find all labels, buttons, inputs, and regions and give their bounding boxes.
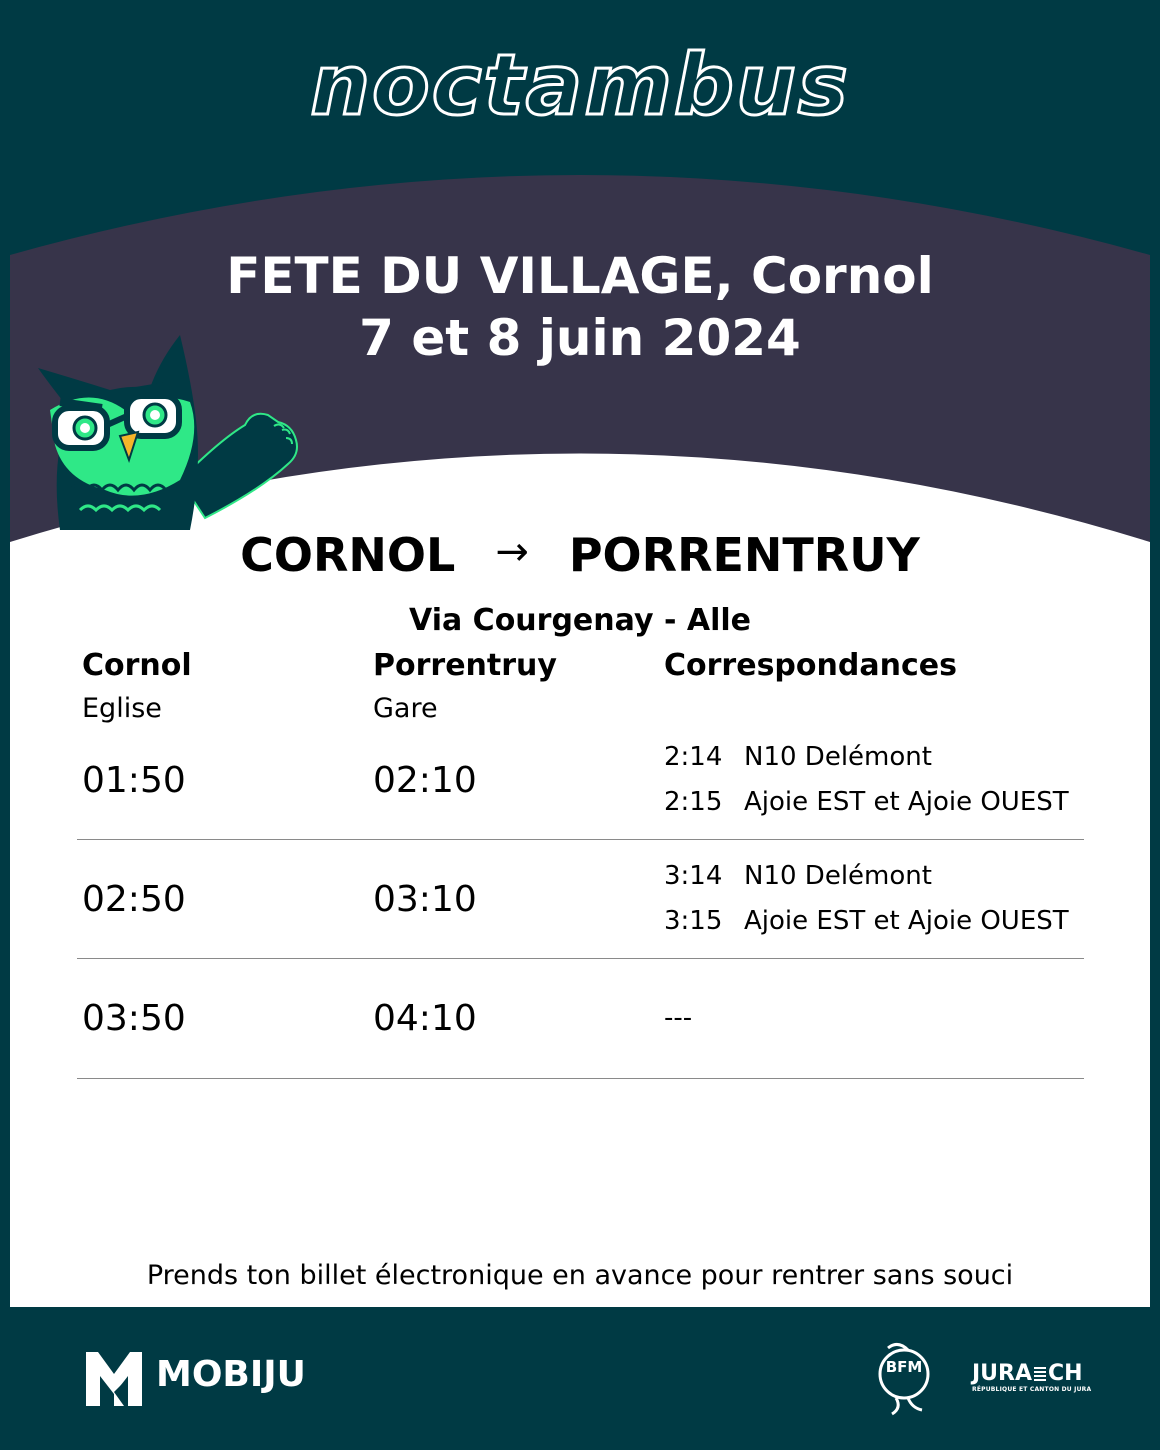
jura-name: JURA — [972, 1361, 1033, 1386]
arrival-time: 02:10 — [373, 760, 477, 801]
connection-item — [664, 906, 1069, 936]
route-via: Via Courgenay - Alle — [409, 603, 751, 638]
bfm-text: BFM — [885, 1358, 923, 1376]
jura-ch: CH — [1048, 1361, 1083, 1386]
column-subheader-origin: Eglise — [82, 693, 162, 724]
column-header-connections: Correspondances — [664, 648, 957, 683]
connection-line: N10 Delémont — [744, 861, 932, 891]
ticket-note: Prends ton billet électronique en avance pour rentrer sans souci — [146, 1260, 1014, 1291]
route-origin: CORNOL — [240, 528, 456, 582]
bfm-seal-icon — [874, 1340, 936, 1416]
jura-flag-icon — [1034, 1367, 1046, 1381]
connection-time: 2:14 — [664, 742, 723, 772]
connection-time: 3:15 — [664, 906, 723, 936]
departure-time: 02:50 — [82, 879, 186, 920]
jura-wordmark — [972, 1362, 1091, 1386]
no-connection: --- — [664, 1003, 693, 1033]
mobiju-wordmark: MOBIJU — [156, 1354, 306, 1395]
route-destination: PORRENTRUY — [568, 528, 920, 582]
connection-item — [664, 861, 932, 891]
departure-time: 01:50 — [82, 760, 186, 801]
jura-subtitle: RÉPUBLIQUE ET CANTON DU JURA — [972, 1386, 1092, 1393]
column-header-origin: Cornol — [82, 648, 192, 683]
event-name: FETE DU VILLAGE, Cornol — [226, 247, 934, 305]
connection-time: 2:15 — [664, 787, 723, 817]
departure-time: 03:50 — [82, 998, 186, 1039]
route-heading — [0, 528, 1160, 582]
logo-text: noctambus — [310, 36, 850, 134]
connection-item — [664, 787, 1069, 817]
mobiju-m-icon — [84, 1348, 144, 1408]
arrival-time: 04:10 — [373, 998, 477, 1039]
arrow-right-icon: → — [495, 529, 529, 575]
connection-time: 3:14 — [664, 861, 723, 891]
event-dates: 7 et 8 juin 2024 — [359, 309, 801, 367]
owl-mascot-icon — [30, 330, 320, 540]
row-divider — [77, 839, 1084, 840]
row-divider — [77, 1078, 1084, 1079]
connection-line: Ajoie EST et Ajoie OUEST — [744, 787, 1069, 817]
column-subheader-destination: Gare — [373, 693, 438, 724]
arrival-time: 03:10 — [373, 879, 477, 920]
jura-logo — [972, 1362, 1091, 1393]
connection-item — [664, 742, 932, 772]
connection-line: Ajoie EST et Ajoie OUEST — [744, 906, 1069, 936]
row-divider — [77, 958, 1084, 959]
column-header-destination: Porrentruy — [373, 648, 557, 683]
connection-line: N10 Delémont — [744, 742, 932, 772]
noctambus-logo — [0, 30, 1160, 140]
